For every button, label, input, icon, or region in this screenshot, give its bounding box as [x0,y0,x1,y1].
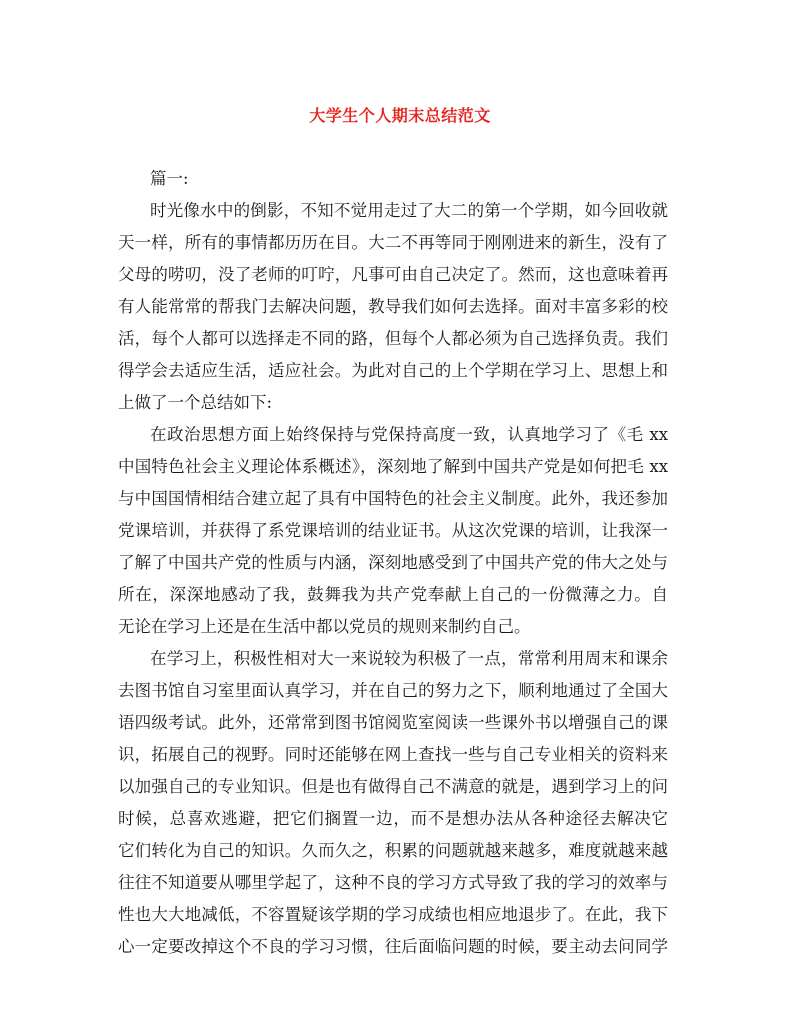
paragraph-line: 在学习上，积极性相对大一来说较为积极了一点，常常利用周末和课余 [150,649,668,668]
paragraph-line: 时光像水中的倒影，不知不觉用走过了大二的第一个学期，如今回收就 [150,201,668,220]
paragraph-line: 心一定要改掉这个不良的学习习惯，往后面临问题的时候，要主动去问同学 [118,937,668,956]
paragraph-line: 语四级考试。此外，还常常到图书馆阅览室阅读一些课外书以增强自己的课 [118,713,668,732]
paragraph-line: 性也大大地减低，不容置疑该学期的学习成绩也相应地退步了。在此，我下 [118,905,668,924]
paragraph-line: 党课培训，并获得了系党课培训的结业证书。从这次党课的培训，让我深一 [118,521,668,540]
paragraph-line: 无论在学习上还是在生活中都以党员的规则来制约自己。 [118,617,531,636]
paragraph-line: 上做了一个总结如下: [118,393,273,412]
paragraph-line: 中国特色社会主义理论体系概述》，深刻地了解到中国共产党是如何把毛 xx [118,457,668,476]
paragraph-line: 得学会去适应生活，适应社会。为此对自己的上个学期在学习上、思想上和 [118,361,668,380]
paragraph-line: 以加强自己的专业知识。但是也有做得自己不满意的就是，遇到学习上的问 [118,777,668,796]
page-title: 大学生个人期末总结范文 [309,106,491,125]
paragraph-line: 往往不知道要从哪里学起了，这种不良的学习方式导致了我的学习的效率与 [118,873,668,892]
paragraph-line: 父母的唠叨，没了老师的叮咛，凡事可由自己决定了。然而，这也意味着再 [118,265,668,284]
paragraph-line: 在政治思想方面上始终保持与党保持高度一致，认真地学习了《毛 xx [150,425,668,444]
paragraph-line: 所在，深深地感动了我，鼓舞我为共产党奉献上自己的一份微薄之力。自 [118,585,668,604]
section-heading: 篇一: [150,169,189,188]
paragraph-line: 有人能常常的帮我门去解决问题，教导我们如何去选择。面对丰富多彩的校 [118,297,668,316]
paragraph-line: 活，每个人都可以选择走不同的路，但每个人都必须为自己选择负责。我们 [118,329,668,348]
paragraph-line: 与中国国情相结合建立起了具有中国特色的社会主义制度。此外，我还参加 [118,489,668,508]
paragraph-line: 时候，总喜欢逃避，把它们搁置一边，而不是想办法从各种途径去解决它 [118,809,668,828]
paragraph-line: 去图书馆自习室里面认真学习，并在自己的努力之下，顺利地通过了全国大 [118,681,668,700]
paragraph-line: 识，拓展自己的视野。同时还能够在网上查找一些与自己专业相关的资料来 [118,745,668,764]
paragraph-line: 了解了中国共产党的性质与内涵，深刻地感受到了中国共产党的伟大之处与 [118,553,668,572]
paragraph-line: 它们转化为自己的知识。久而久之，积累的问题就越来越多，难度就越来越 [118,841,668,860]
paragraph-line: 天一样，所有的事情都历历在目。大二不再等同于刚刚进来的新生，没有了 [118,233,668,252]
